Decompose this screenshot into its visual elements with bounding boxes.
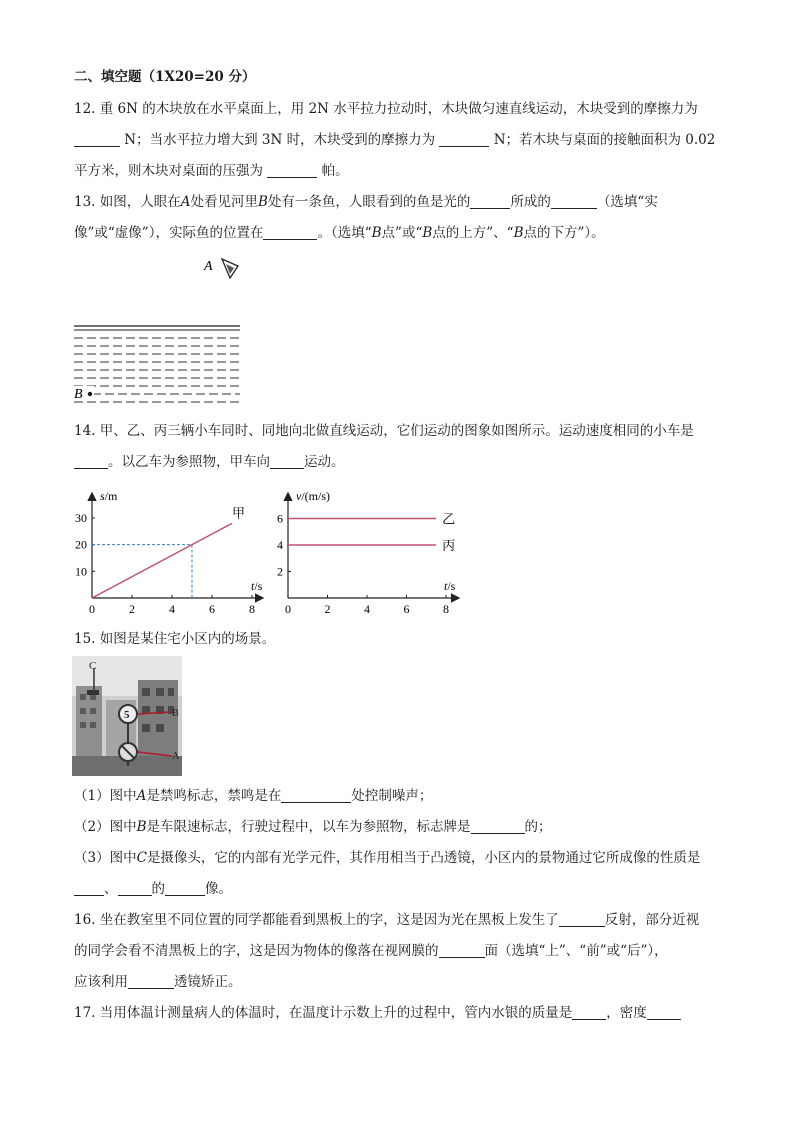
q14-line-2: 。以乙车为参照物，甲车向 运动。 [74,453,345,471]
q13-line-1: 13. 如图，人眼在A处看见河里B处有一条鱼，人眼看到的鱼是光的 所成的 （选填“实 [74,194,658,210]
answer-blank[interactable] [263,225,317,240]
x-tick-label: 2 [129,602,135,616]
q14-line-1: 14. 甲、乙、丙三辆小车同时、同地向北做直线运动，它们运动的图象如图所示。运动速度相同的小车是 [74,423,694,439]
label-b: B [172,708,179,719]
q12-line-2 [74,131,715,149]
y-axis-label: v/(m/s) [296,489,330,503]
label-c: C [89,660,97,672]
answer-blank[interactable] [118,881,152,896]
series-label-yi: 乙 [442,511,456,527]
section-title: 二、填空题（1X20=20 分） [74,69,256,85]
answer-blank[interactable] [281,788,351,803]
x-tick-label: 0 [285,602,291,616]
x-tick-label: 0 [89,602,95,616]
q12-text: N；若木块与桌面的接触面积为 0.02 [493,132,716,148]
q16-line-1: 16. 坐在教室里不同位置的同学都能看到黑板上的字，这是因为光在黑板上发生了 反射，部分近视 [74,912,700,928]
q15-sub-2: （2）图中B是车限速标志，行驶过程中，以车为参照物，标志牌是 的； [74,819,552,835]
q17-line-1: 17. 当用体温计测量病人的体温时，在温度计示数上升的过程中，管内水银的质量是 ，密度 [74,1004,681,1022]
answer-blank[interactable] [572,1005,606,1020]
answer-blank[interactable] [74,454,108,469]
answer-blank[interactable] [74,881,104,896]
answer-blank[interactable] [647,1005,681,1020]
q16-line-3: 应该利用 透镜矫正。 [74,974,242,990]
eye-icon [222,259,238,278]
answer-blank[interactable] [270,454,304,469]
y-tick-label: 6 [277,511,283,526]
x-tick-label: 2 [324,602,331,616]
answer-blank[interactable] [267,163,317,178]
x-tick-label: 4 [364,602,370,616]
y-tick-label: 2 [277,564,283,579]
q15-sub-3: （3）图中C是摄像头，它的内部有光学元件，其作用相当于凸透镜，小区内的景物通过它所成像的性质是 [74,850,701,866]
q13-line-2: 像”或“虚像”），实际鱼的位置在 。（选填“B点”或“B点的上方”、“B点的下方”）。 [74,225,605,241]
series-label-jia: 甲 [232,505,246,521]
q15-sub-3-cont: 、 的 像。 [74,880,232,898]
x-tick-label: 8 [443,602,449,616]
water-lines [74,338,240,402]
v-t-graph [268,488,478,618]
q12-text: 帕。 [321,163,349,179]
y-tick-label: 4 [277,538,283,552]
s-t-graph [62,488,272,618]
series-line-0 [92,523,232,598]
q12-line-1: 12. 重 6N 的木块放在水平桌面上，用 2N 水平拉力拉动时，木块做匀速直线运动，木块受到的摩擦力为 [74,101,698,117]
x-tick-label: 6 [403,602,410,616]
answer-blank[interactable] [470,194,510,209]
q15-line-1: 15. 如图是某住宅小区内的场景。 [74,631,276,647]
x-tick-label: 8 [249,602,255,616]
q12-text: 平方米，则木块对桌面的压强为 [74,163,263,179]
camera-icon [87,690,99,695]
x-axis-label: t/s [251,579,263,593]
x-axis-label: t/s [444,579,456,593]
answer-blank[interactable] [551,194,597,209]
answer-blank[interactable] [439,132,489,147]
svg-text:5: 5 [124,709,130,721]
q15-sub-1: （1）图中A是禁鸣标志，禁鸣是在 处控制噪声； [74,788,433,804]
q12-line-3 [74,162,349,180]
y-tick-label: 30 [75,511,87,525]
q16-line-2: 的同学会看不清黑板上的字，这是因为物体的像落在视网膜的 面（选填“上”、“前”或“后”）， [74,943,668,959]
answer-blank[interactable] [128,974,174,989]
y-tick-label: 10 [75,564,87,579]
residential-scene-photo [72,656,182,776]
answer-blank[interactable] [165,881,205,896]
label-b: B [74,387,83,402]
q12-text: N；当水平拉力增大到 3N 时，木块受到的摩擦力为 [124,132,436,148]
x-tick-label: 6 [209,602,215,616]
series-label-bing: 丙 [442,538,456,553]
answer-blank[interactable] [471,819,525,834]
fish-point [88,392,92,396]
answer-blank[interactable] [74,132,120,147]
y-tick-label: 20 [75,537,87,552]
y-axis-label: s/m [100,489,118,503]
label-a: A [204,259,213,274]
answer-blank[interactable] [559,912,605,927]
label-a: A [172,751,180,762]
answer-blank[interactable] [439,943,485,958]
x-tick-label: 4 [169,602,175,616]
river-eye-figure [70,252,250,404]
